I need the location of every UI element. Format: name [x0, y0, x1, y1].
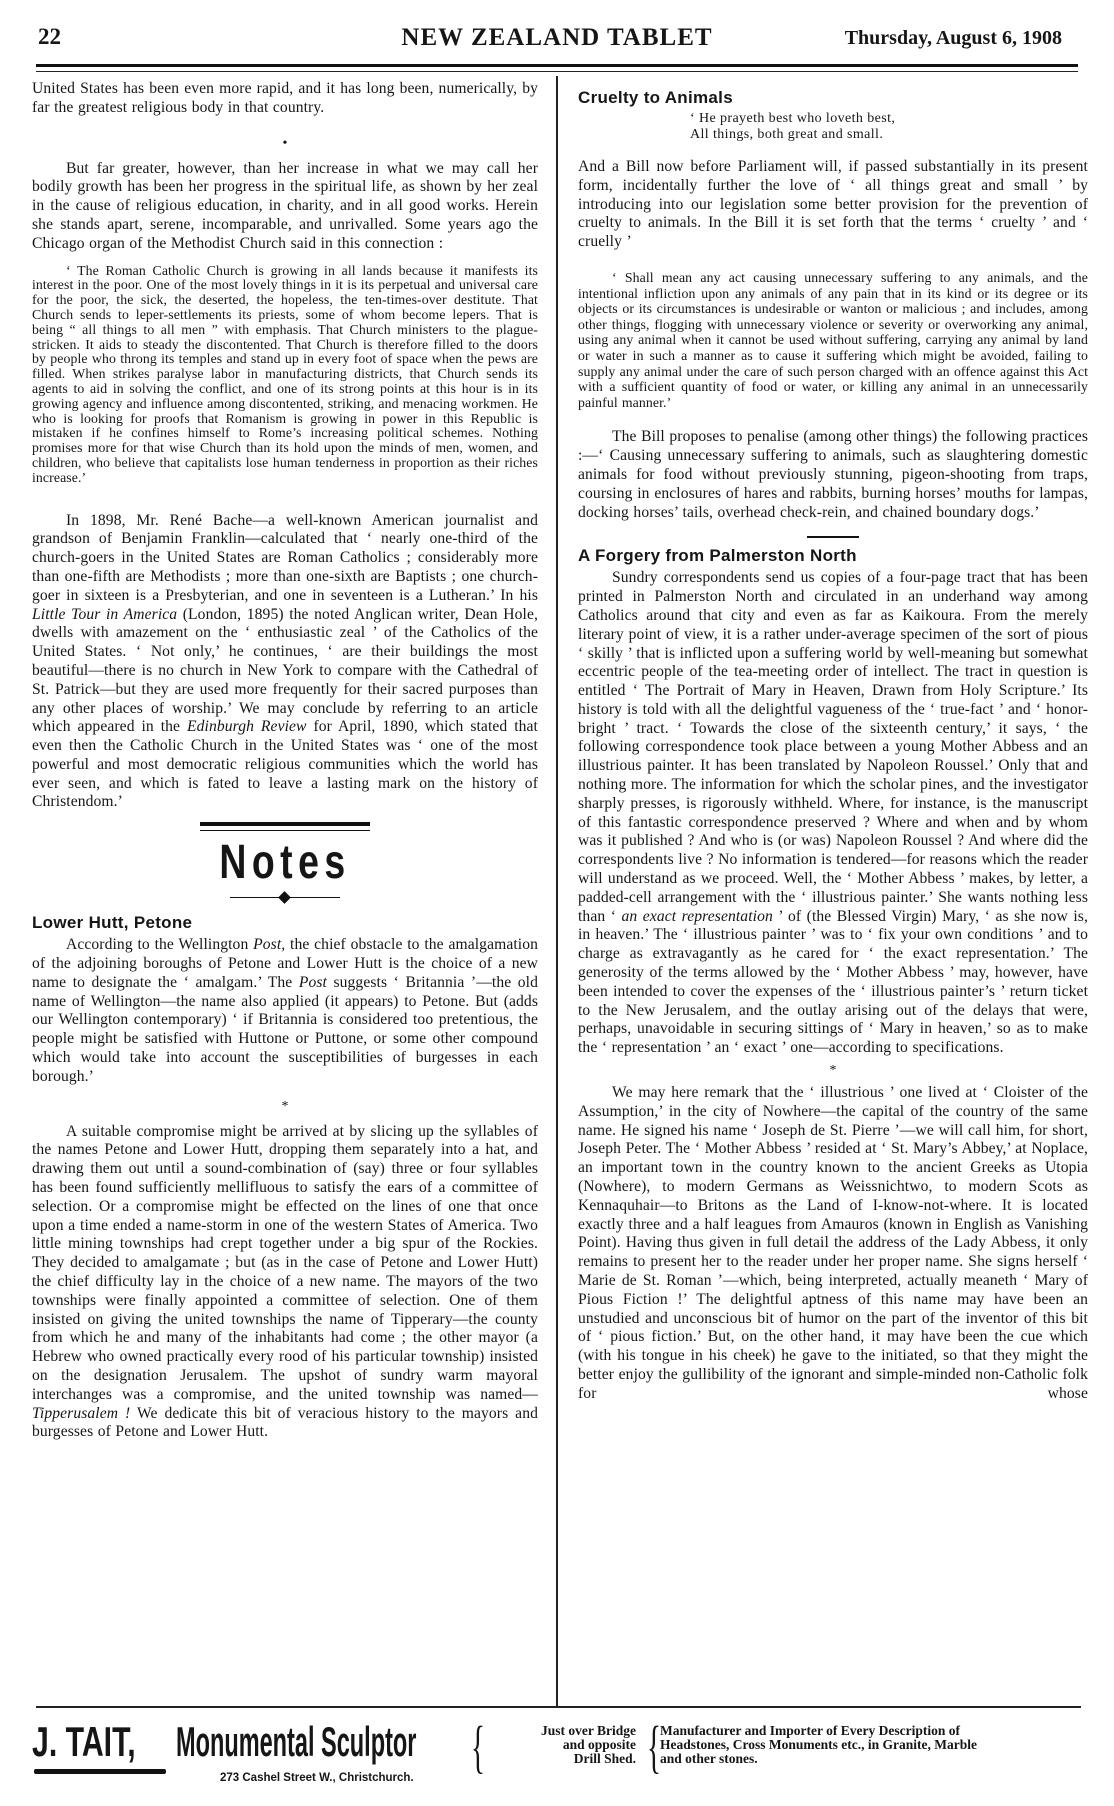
header-rule-thin: [36, 71, 1078, 72]
block-quote: ‘ The Roman Catholic Church is growing in all lands because it manifests its interest in the poor. One of the most lovely things in it is its perpetual and universal care for the poor, the sick, the deserted, the hopeless, the ten-times-over destitute. That Church sends to leper-settlements its priests, some of whom become lepers. That is being “ all things to all men ” with emphasis. That Church ministers to the plague-stricken. It aids to steady the discontented. That Church is therefore filled to the doors by people who throng its temples and stand up in every foot of space when the pews are filled. When strikes paralyse labor in manufacturing districts, that Church sends its agents to aid in solving the conflict, and one of its strong points at this hour is in its growing agency and influence among discontented, striking, and menacing workmen. He who is looking for proofs that Romanism is growing in power in this Republic is mistaken if he confines himself to Rome’s increasing political schemes. Nothing promises more for that wise Church than its hold upon the minds of men, women, and children, who believe that capitalists lose human tenderness in proportion as their riches increase.’: [32, 262, 538, 485]
italic-text: an exact representation: [621, 907, 773, 925]
italic-text: Post: [298, 973, 327, 991]
text-run: In 1898, Mr. René Bache—a well-known American journalist and grandson of Benjamin Franklin—calculated that ‘ nearly one-third of the church-goers in the United States are Roman Catholics ; considerably more than one-fifth are Methodists ; more than one-sixth are Baptists ; one church-goer in sixteen is a Presbyterian, and one in seventeen is a Lutheran.’ In his: [32, 511, 538, 604]
advert-description-line: and other stones.: [660, 1751, 758, 1766]
text-run: We dedicate this bit of veracious history to the mayors and burgesses of Petone and Lower Hutt.: [32, 1404, 538, 1441]
text-run: ’ of (the Blessed Virgin) Mary, ‘ as she now is, in heaven.’ The ‘ illustrious painter ’ was to ‘ fix your own conditions ’ and to charge as extravagantly as he cared for ‘ the exact representation.’ The generosity of the terms allowed by the ‘ Mother Abbess ’ may, however, have been intended to cover the expenses of the ‘ illustrious painter’s ’ return ticket to the New Jerusalem, and the outlay arising out of the delays that were, perhaps, unavoidable in securing sittings of ‘ Mary in heaven,’ so as to make the ‘ representation ’ an ‘ exact ’ one—according to specifications.: [578, 907, 1088, 1057]
left-column: [32, 80, 538, 1442]
text-run: According to the Wellington: [66, 936, 254, 954]
italic-text: Post,: [253, 936, 286, 954]
advert-address: 273 Cashel Street W., Christchurch.: [220, 1772, 414, 1784]
verse-line: All things, both great and small.: [690, 126, 884, 142]
paragraph: But far greater, however, than her increase in what we may call her bodily growth has been her progress in the spiritual life, as shown by her zeal in the cause of religious education, in charity, and in all good works. Herein she stands apart, serene, incomparable, and unrivalled. Some years ago the Chicago organ of the Methodist Church said in this connection :: [32, 159, 538, 252]
advert-rule: [36, 1706, 1081, 1708]
section-star: *: [829, 1063, 837, 1079]
text-run: Sundry correspondents send us copies of a four-page tract that has been printed in Palmerston North and circulated in an underhand way among Catholics around that city and even as far as Kaikoura. From the merely literary point of view, it is a rather under-average specimen of the sort of pious ‘ skilly ’ that is inflicted upon a suffering world by well-meaning but somewhat eccentric people of the tea-meeting order of intellect. The tract in question is entitled ‘ The Portrait of Mary in Heaven, Drawn from Holy Scripture.’ Its history is told with all the delightful vagueness of the ‘ true-fact ’ and ‘ honor-bright ’ tract. ‘ Towards the close of the sixteenth century,’ it says, ‘ the following correspondence took place between a young Mother Abbess and an illustrious painter. It has been translated by Napoleon Roussel.’ Only that and nothing more. The information for which the scholar pines, and the investigator sharply presses, is rigorously withheld. Where, for instance, is the manuscript of this fantastic correspondence preserved ? Where and when and by whom was it published ? And who is (or was) Napoleon Roussel ? And where did the correspondents live ? No information is tendered—for reasons which the reader will understand as we proceed. Well, the ‘ Mother Abbess ’ makes, by letter, a padded-cell arrangement with the ‘ illustrious painter.’ She wants nothing less than ‘: [578, 569, 1088, 925]
italic-text: Tipperusalem !: [32, 1404, 131, 1422]
text-run: suggests ‘ Britannia ’—the old name of Wellington—the name also applied (it appears) to Petone. But (adds our Wellington contemporary) ‘ if Britannia is considered too pretentious, the people might be satisfied with Huttone or Puttone, or some other compound which would take into account the susceptibilities of burgesses in each borough.’: [32, 973, 538, 1085]
brace-icon: {: [646, 1714, 661, 1779]
page-number: 22: [38, 24, 61, 49]
section-heading: Cruelty to Animals: [578, 88, 733, 107]
section-heading: A Forgery from Palmerston North: [578, 546, 857, 566]
paragraph: And a Bill now before Parliament will, if passed substantially in its present form, incidentally further the love of ‘ all things great and small ’ by introducing into our legislation some better provision for the prevention of cruelty to animals. In the Bill it is set forth that the terms ‘ cruelty ’ and ‘ cruelly ’: [578, 158, 1088, 251]
paragraph: The Bill proposes to penalise (among other things) the following practices :—‘ Causing unnecessary suffering to animals, such as slaughtering domestic animals for food without previously stunning, pigeon-shooting from traps, coursing in enclosures of hares and rabbits, burning horses’ mouths for lampas, docking horses’ tails, overhead check-rein, and chained boundary dogs.’: [578, 428, 1088, 521]
italic-text: Little Tour in America: [32, 605, 178, 623]
section-heading: Lower Hutt, Petone: [32, 913, 193, 933]
advert-name: J. TAIT,: [32, 1718, 136, 1765]
double-rule: [200, 822, 370, 826]
advert-location-line: Drill Shed.: [573, 1751, 636, 1766]
text-run: for April, 1890, which stated that even then the Catholic Church in the United States was ‘ one of the most powerful and most democratic religious communities which the world has ever seen, and which is fated to leave a lasting mark on the history of Christendom.’: [32, 718, 538, 811]
paragraph: [32, 936, 538, 1086]
advert-location: [486, 1724, 636, 1766]
advert-location-line: Just over Bridge: [541, 1723, 636, 1738]
column-divider: [556, 76, 558, 1708]
header-rule: [36, 64, 1078, 67]
diamond-ornament-icon: [278, 891, 291, 904]
paragraph: United States has been even more rapid, and it has long been, numerically, by far the greatest religious body in that country.: [32, 80, 538, 116]
ornament-rule: [230, 891, 340, 903]
advert-description-line: Headstones, Cross Monuments etc., in Granite, Marble: [660, 1737, 977, 1752]
italic-text: Edinburgh Review: [187, 718, 307, 736]
paragraph: [32, 512, 538, 813]
double-rule: [200, 830, 370, 831]
section-star: •: [282, 135, 288, 151]
right-column: [578, 88, 1088, 1404]
advert-description-line: Manufacturer and Importer of Every Description of: [660, 1723, 960, 1738]
brace-icon: {: [470, 1714, 485, 1779]
section-rule: [807, 536, 859, 538]
paragraph: [578, 569, 1088, 1058]
masthead: NEW ZEALAND TABLET: [401, 24, 713, 51]
advert-description: [660, 1724, 1080, 1766]
verse-line: ‘ He prayeth best who loveth best,: [690, 111, 896, 126]
text-run: the chief obstacle to the amalgamation of the adjoining boroughs of Petone and Lower Hutt is the choice of a new name to designate the ‘ amalgam.’ The: [32, 936, 539, 991]
advertisement: [0, 1712, 1114, 1802]
notes-title: Notes: [219, 836, 351, 890]
issue-date: Thursday, August 6, 1908: [844, 27, 1062, 49]
advert-title: Monumental Sculptor: [176, 1718, 417, 1765]
verse: [578, 111, 1088, 142]
text-run: A suitable compromise might be arrived at by slicing up the syllables of the names Petone and Lower Hutt, dropping them separately into a hat, and drawing them out until a sound-combination of (say) three or four syllables has been found sufficiently mellifluous to satisfy the ears of a committee of selection. Or a compromise might be effected on the lines of one that once upon a time ended a name-storm in one of the western States of America. Two little mining townships had crept together under a big spur of the Rockies. They decided to amalgamate ; but (as in the case of Petone and Lower Hutt) the chief difficulty lay in the choice of a new name. The mayors of the two townships were finally appointed a committee of selection. One of them insisted on giving the united townships the name of Tipperary—the county from which he and many of the inhabitants had come ; the other mayor (a Hebrew who owned practically every rood of his particular township) insisted on the designation Jerusalem. The upshot of sundry warm mayoral interchanges was a compromise, and the united township was named—: [32, 1122, 538, 1403]
block-quote: ‘ Shall mean any act causing unnecessary suffering to any animals, and the intentional infliction upon any animals of any pain that in its kind or its degree or its objects or its circumstances is undesirable or wanton or malicious ; and includes, among other things, flogging with unnecessary violence or severity or overworking any animal, using any animal when it cannot be used without suffering, carrying any animal by land or water in such a manner as to cause it suffering which might be avoided, failing to supply any animal under the care of such person charged with an offence against this Act with a sufficient quantity of food or water, or killing any animal in an unnecessarily painful manner.’: [578, 269, 1088, 410]
advert-underline: [34, 1769, 166, 1774]
advert-location-line: and opposite: [562, 1737, 636, 1752]
paragraph: [32, 1123, 538, 1443]
paragraph: We may here remark that the ‘ illustrious ’ one lived at ‘ Cloister of the Assumption,’ in the city of Nowhere—the capital of the country of the same name. He signed his name ‘ Joseph de St. Pierre ’—we will call him, for short, Joseph Peter. The ‘ Mother Abbess ’ resided at ‘ St. Mary’s Abbey,’ at Noplace, an important town in the country known to the ancient Greeks as Utopia (Nowhere), to modern Germans as Weissnichtwo, to modern Scots as Kennaquhair—to Britons as the Land of I-know-not-where. It is located exactly three and a half leagues from Amauros (known in English as Vanishing Point). Having thus given in full detail the address of the Lady Abbess, it only remains to present her to the reader under her proper name. She signs herself ‘ Marie de St. Roman ’—which, being interpreted, actually meaneth ‘ Mary of Pious Fiction !’ The delightful aptness of this name may have been an unstudied and unconscious bit of humor on the part of the inventor of this bit of ‘ pious fiction.’ But, on the other hand, it may have been the cue which (with his tongue in his cheek) he gave to the initiated, so that they might the better enjoy the gullibility of the ignorant and simple-minded non-Catholic folk for whose: [578, 1084, 1088, 1402]
section-star: *: [281, 1098, 289, 1114]
text-run: (London, 1895) the noted Anglican writer, Dean Hole, dwells with amazement on the ‘ enthusiastic zeal ’ of the Catholics of the United States. ‘ Not only,’ he continues, ‘ are their buildings the most beautiful—there is no church in New York to compare with the Cathedral of St. Patrick—but they are used more frequently for their sacred purposes than any other places of worship.’ We may conclude by referring to an article which appeared in the: [32, 605, 538, 736]
